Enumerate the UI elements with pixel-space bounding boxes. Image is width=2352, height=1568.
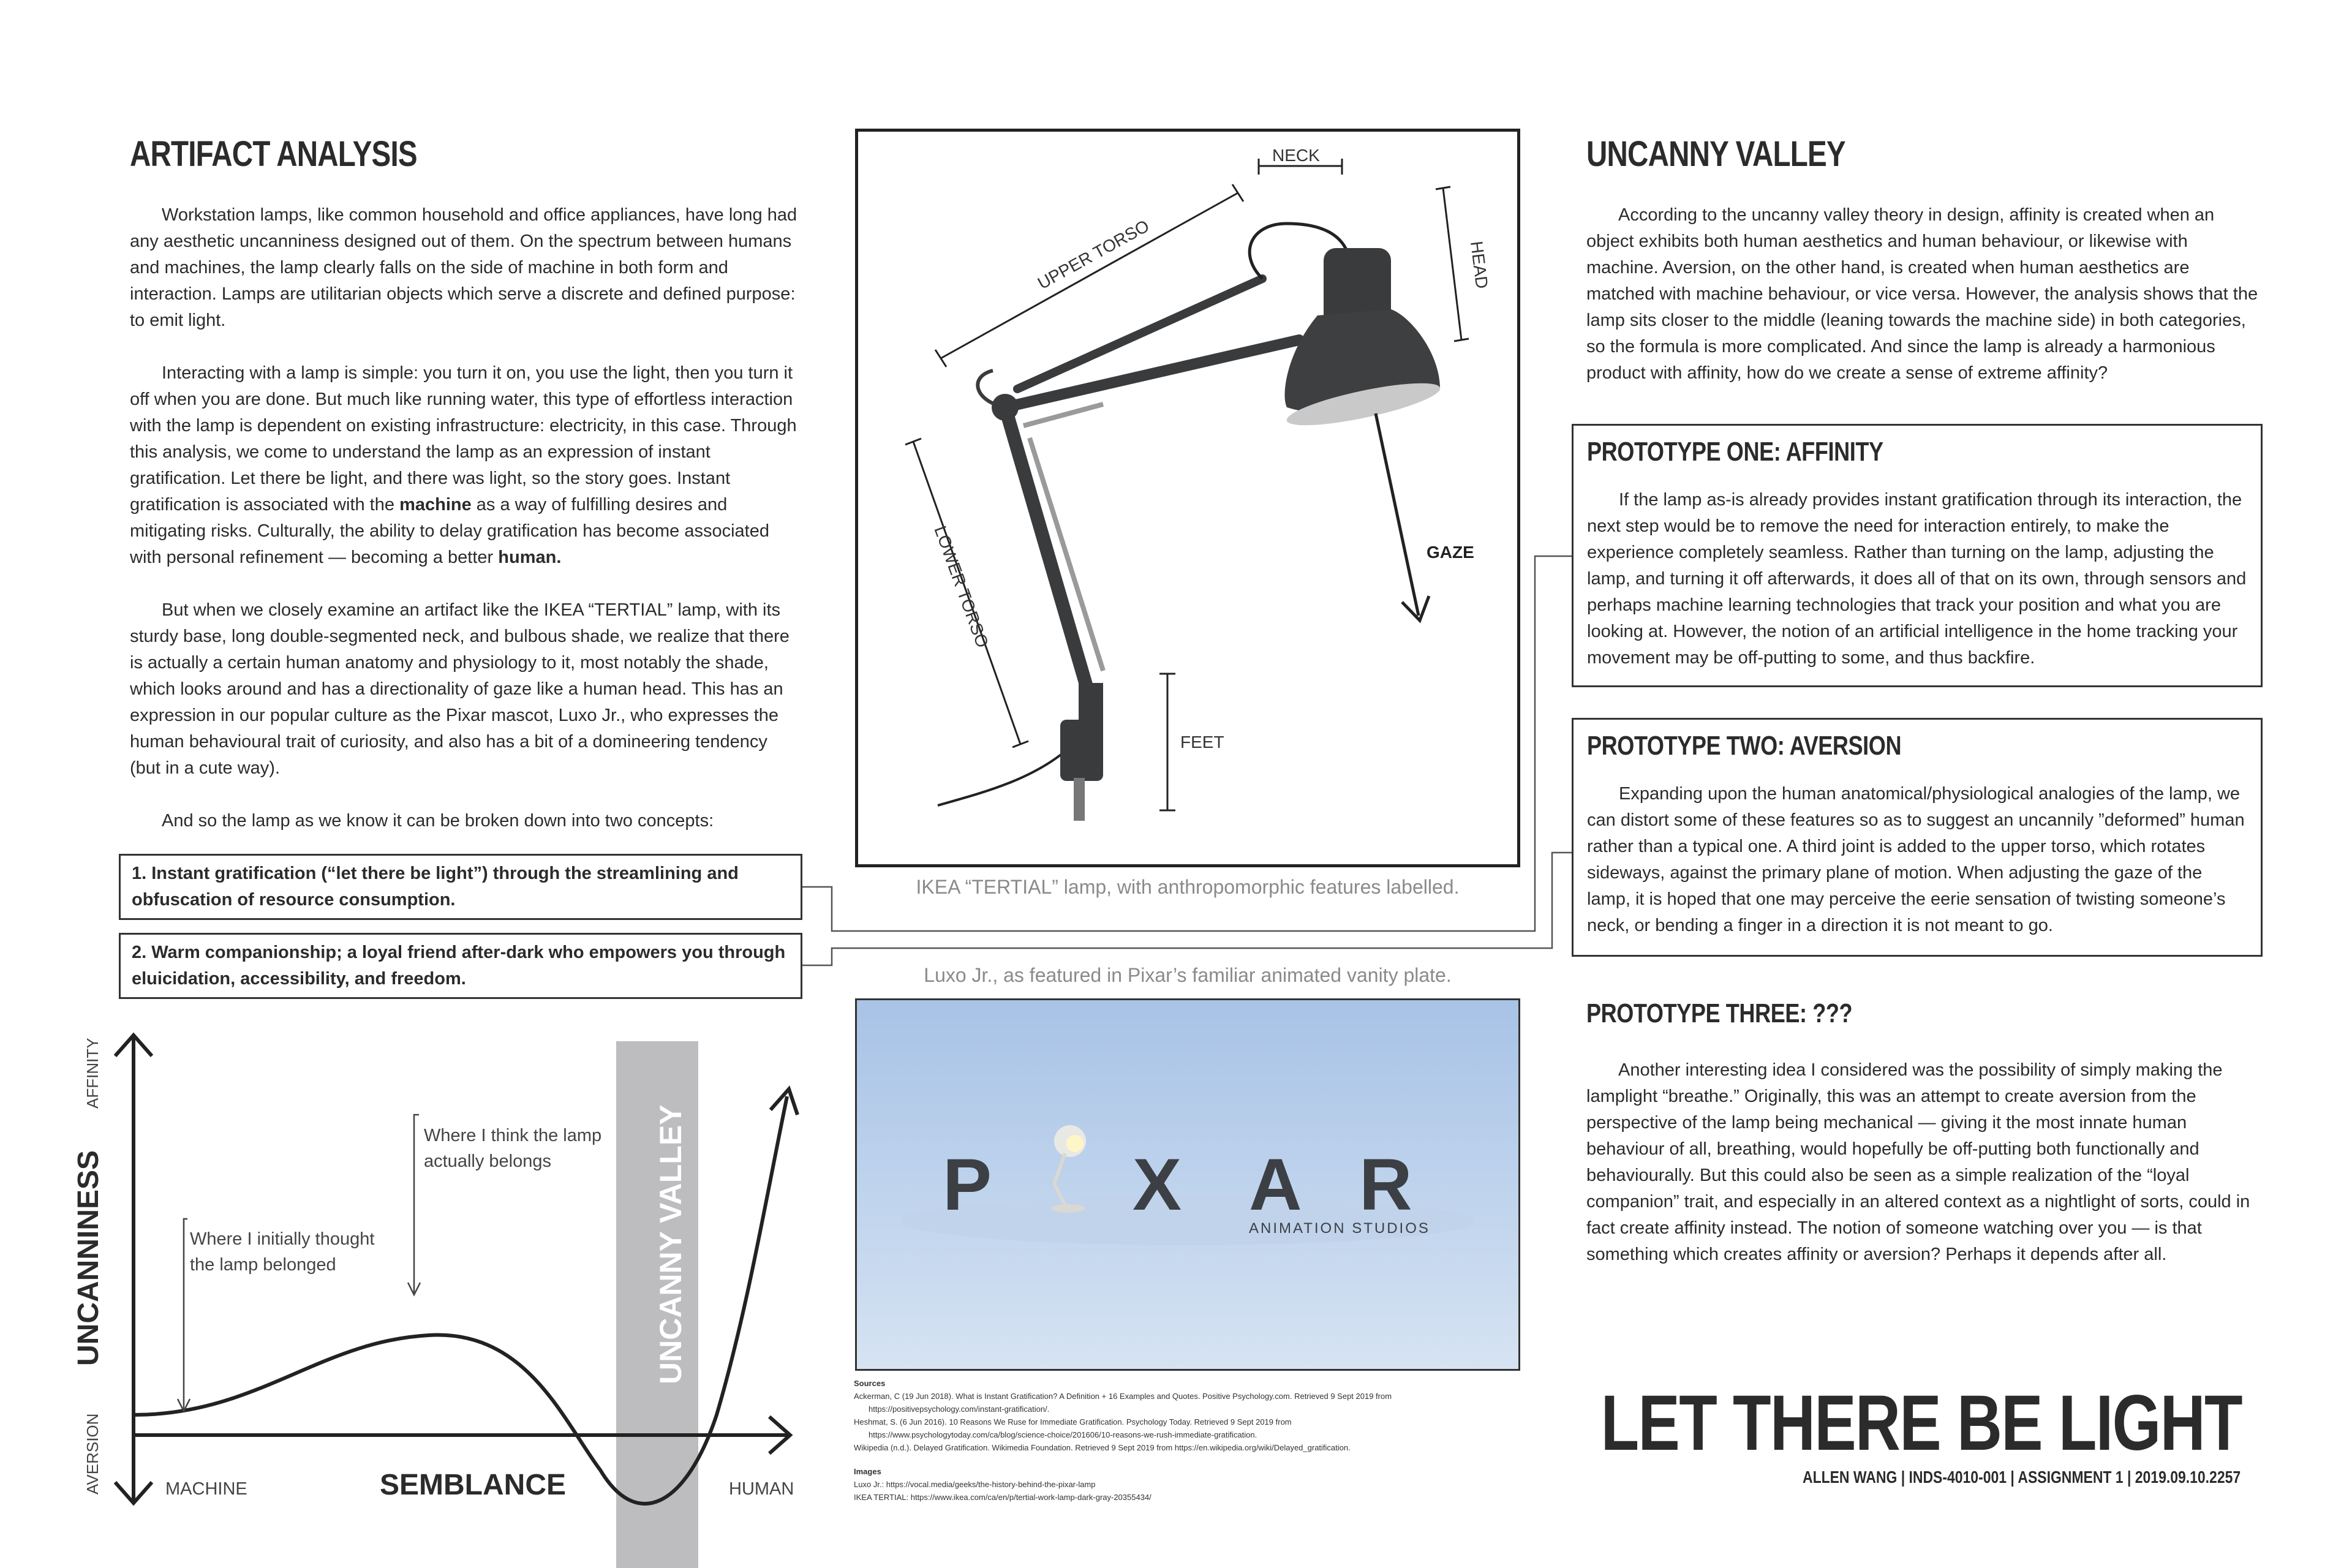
note1-bracket (184, 1219, 187, 1410)
sources-spacer (854, 1454, 1528, 1465)
artifact-paragraph-1: Workstation lamps, like common household and office appliances, have long had any aesthetic uncanniness designed out of them. On the spectrum between humans and machines, the lamp clearly falls on the side of machine in both form and interaction. Lamps are utilitarian objects which serve a discrete and defined purpose: to emit light. (130, 205, 797, 330)
prototype-three-title: PROTOTYPE THREE: ??? (1586, 998, 1853, 1028)
pixar-caption: Luxo Jr., as featured in Pixar’s familiar animated vanity plate. (924, 964, 1452, 986)
uncanny-valley-graph (0, 1017, 815, 1568)
sources-block (854, 1377, 1528, 1504)
uncanny-paragraph: According to the uncanny valley theory in design, affinity is created when an object exhibits both human aesthetics and human behaviour, or likewise with machine. Aversion, on the other hand, is created when human aesthetics are matched with machine behaviour, or vice versa. However, the analysis shows that the lamp sits closer to the middle (leaning towards the machine side) in both categories, so the formula is more complicated. And since the lamp is already a harmonious product with affinity, how do we create a sense of extreme affinity? (1586, 205, 2258, 383)
source-3: Wikipedia (n.d.). Delayed Gratification. Wikimedia Foundation. Retrieved 9 Sept 2019 from https://en.wikipedia.org/wiki/Delayed_gratification. (854, 1443, 1351, 1452)
label-neck: NECK (1272, 146, 1320, 165)
artifact-p2-bold-machine: machine (399, 495, 472, 514)
concept-box-2: 2. Warm companionship; a loyal friend after-dark who empowers you through eluicidation, accessibility, and freedom. (119, 933, 802, 999)
image-source-1: Luxo Jr.: https://vocal.media/geeks/the-history-behind-the-pixar-lamp (854, 1480, 1096, 1489)
uncanny-title: UNCANNY VALLEY (1586, 134, 1845, 174)
lamp-caption: IKEA “TERTIAL” lamp, with anthropomorphic features labelled. (916, 876, 1460, 898)
lamp-lower-arm (1005, 407, 1091, 701)
artifact-paragraph-4: And so the lamp as we know it can be broken down into two concepts: (162, 811, 714, 831)
luxo-base (1051, 1204, 1085, 1213)
dim-head-cap1 (1436, 187, 1450, 189)
pixar-letter-a: A (1249, 1144, 1302, 1226)
pixar-letter-x: X (1133, 1144, 1182, 1226)
lamp-upper-spring (1023, 404, 1103, 426)
lamp-figure-frame (855, 129, 1520, 867)
artifact-p2-text-b: as a way of fulfilling desires and mitigating risks. Culturally, the ability to delay gratification has become associated with personal refinement — becoming a better (130, 495, 769, 567)
pixar-plate (855, 998, 1520, 1371)
label-upper-torso: UPPER TORSO (1034, 216, 1153, 293)
note2-line1: Where I think the lamp (424, 1126, 602, 1145)
images-heading: Images (854, 1467, 881, 1476)
sources-heading: Sources (854, 1379, 886, 1388)
pixar-subtitle: ANIMATION STUDIOS (1249, 1220, 1430, 1237)
lamp-cord (938, 750, 1066, 805)
luxo-arm-upper (1054, 1153, 1065, 1184)
prototype-two-title: PROTOTYPE TWO: AVERSION (1587, 731, 1902, 761)
prototype-three-body: Another interesting idea I considered was the possibility of simply making the lamplight “breathe.” Originally, this was an attempt to create aversion from the perspective of the lamp being mechanical — giving it the most innate human behaviour of all, breathing, would hopefully be off-putting both functionally and behaviourally. But this could also be seen as a simple realization of the “loyal companion” trait, and especially in an altered context as a nightlight of sorts, could in fact create affinity instead. The notion of someone watching over you — is that something which creates affinity or aversion? Perhaps it depends after all. (1586, 1060, 2250, 1264)
prototype-two-box (1572, 718, 2263, 957)
x-left-label: MACHINE (165, 1479, 247, 1499)
valley-label: UNCANNY VALLEY (654, 1104, 688, 1384)
source-1-url: https://positivepsychology.com/instant-gratification/. (869, 1404, 1050, 1414)
source-2-url: https://www.psychologytoday.com/ca/blog/science-choice/201606/10-reasons-we-rush-immediate-gratification. (869, 1430, 1257, 1439)
dim-upper-torso-cap2 (1232, 184, 1243, 202)
note1-line2: the lamp belonged (190, 1255, 336, 1275)
pixar-logo-scene (857, 1000, 1518, 1369)
y-bottom-label: AVERSION (83, 1413, 102, 1494)
note2-line2: actually belongs (424, 1152, 551, 1171)
x-axis-label: SEMBLANCE (380, 1469, 567, 1501)
gaze-arrow-line (1376, 413, 1419, 616)
prototype-one-box (1572, 424, 2263, 687)
lamp-illustration (858, 132, 1517, 864)
y-axis-label: UNCANNINESS (72, 1150, 105, 1366)
dim-head-cap2 (1454, 339, 1469, 341)
poster-byline: ALLEN WANG | INDS-4010-001 | ASSIGNMENT 1 | 2019.09.10.2257 (1802, 1468, 2241, 1487)
label-head: HEAD (1467, 239, 1492, 290)
dim-upper-torso-cap1 (935, 350, 946, 367)
label-lower-torso: LOWER TORSO (930, 523, 992, 650)
label-feet: FEET (1180, 733, 1224, 752)
luxo-bulb-glow (1066, 1135, 1084, 1152)
prototype-one-body: If the lamp as-is already provides instant gratification through its interaction, the next step would be to remove the need for interaction entirely, to make the experience completely seamless. Rather than turning on the lamp, adjusting the lamp, and turning it off afterwards, it does all of that on its own, through sensors and perhaps machine learning technologies that track your position and what you are looking at. However, the notion of an artificial intelligence in the home tracking your movement may be off-putting to some, and thus backfire. (1587, 490, 2247, 668)
prototype-two-body: Expanding upon the human anatomical/physiological analogies of the lamp, we can distort some of these features so as to suggest an uncannily ”deformed” human rather than a typical one. A third joint is added to the upper torso, which rotates sideways, against the primary plane of motion. When adjusting the gaze of the lamp, it is hoped that one may perceive the eerie sensation of twisting someone’s neck, or bending a finger in a direction it is not meant to go. (1587, 784, 2245, 935)
image-source-2: IKEA TERTIAL: https://www.ikea.com/ca/en/p/tertial-work-lamp-dark-gray-20355434/ (854, 1493, 1152, 1502)
lamp-clamp (1060, 720, 1103, 781)
note1-line1: Where I initially thought (190, 1229, 375, 1249)
pixar-letter-p: P (943, 1144, 992, 1226)
note2-bracket (414, 1115, 419, 1294)
lamp-clamp-screw (1074, 778, 1085, 821)
dim-upper-torso (941, 193, 1238, 358)
artifact-title: ARTIFACT ANALYSIS (130, 134, 417, 174)
source-2: Heshmat, S. (6 Jun 2016). 10 Reasons We Ruse for Immediate Gratification. Psychology Today. Retrieved 9 Sept 2019 from (854, 1417, 1292, 1427)
x-right-label: HUMAN (729, 1479, 794, 1499)
artifact-paragraph-3: But when we closely examine an artifact like the IKEA “TERTIAL” lamp, with its sturdy base, long double-segmented neck, and bulbous shade, we realize that there is actually a certain human anatomy and physiology to it, most notably the shade, which looks around and has a directionality of gaze like a human head. This has an expression in our popular culture as the Pixar mascot, Luxo Jr., who expresses the human behavioural trait of curiosity, and also has a bit of a domineering tendency (but in a cute way). (130, 600, 790, 778)
source-1: Ackerman, C (19 Jun 2018). What is Instant Gratification? A Definition + 16 Examples and Quotes. Positive Psychology.com. Retrieved 9 Sept 2019 from (854, 1392, 1392, 1401)
artifact-p2-bold-human: human. (498, 548, 562, 567)
prototype-one-title: PROTOTYPE ONE: AFFINITY (1587, 437, 1883, 467)
concept-box-1: 1. Instant gratification (“let there be light”) through the streamlining and obfuscation of resource consumption. (119, 854, 802, 920)
poster-title: LET THERE BE LIGHT (1600, 1379, 2242, 1467)
pixar-letter-r: R (1359, 1144, 1412, 1226)
artifact-p2-text-a: Interacting with a lamp is simple: you turn it on, you use the light, then you turn it off when you are done. But much like running water, this type of effortless interaction with the lamp is dependent on existing infrastructure: electricity, in this case. Through this analysis, we come to understand the lamp as an expression of instant gratification. Let there be light, and there was light, so the story goes. Instant gratification is associated with the (130, 363, 797, 514)
y-top-label: AFFINITY (83, 1038, 102, 1109)
dim-head (1443, 188, 1461, 340)
connector-line-2 (802, 853, 1572, 965)
label-gaze: GAZE (1427, 543, 1474, 562)
